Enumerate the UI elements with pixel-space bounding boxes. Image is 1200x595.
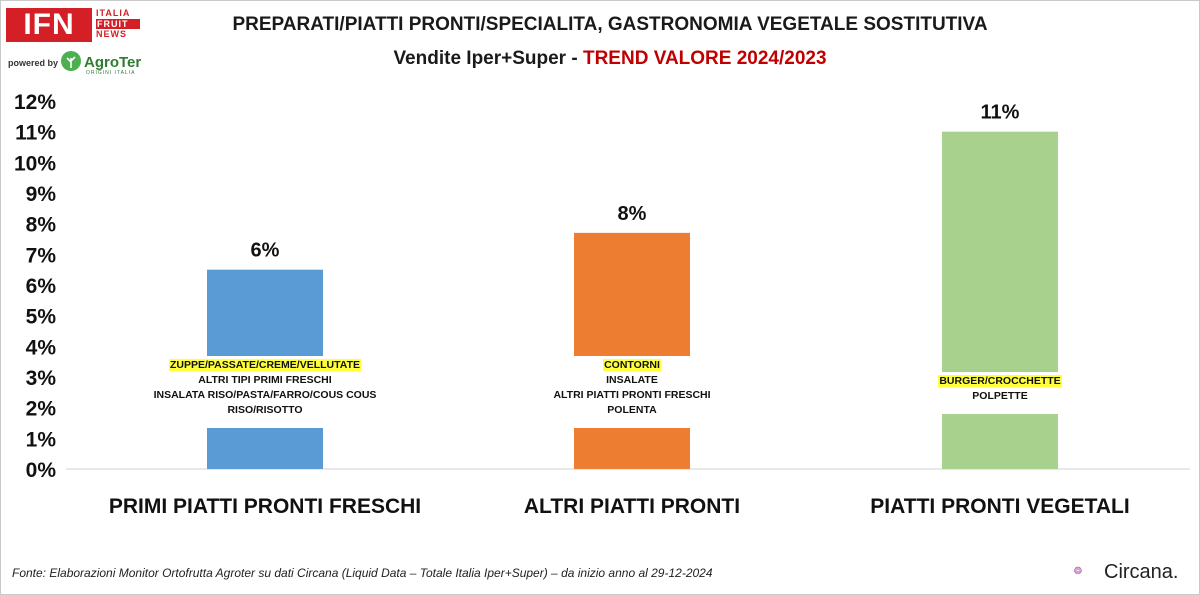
- powered-by-label: powered by: [8, 58, 59, 68]
- subtitle-prefix: Vendite Iper+Super -: [393, 48, 583, 69]
- y-tick-label: 3%: [25, 367, 56, 390]
- ifn-logo-fruit: FRUIT: [96, 19, 140, 30]
- y-tick-label: 11%: [15, 121, 56, 145]
- y-tick-label: 2%: [25, 397, 56, 421]
- data-label: 8%: [617, 202, 647, 225]
- bar-annotation: [542, 356, 722, 428]
- annotation-line: POLENTA: [607, 404, 657, 416]
- annotation-line: INSALATE: [606, 374, 658, 386]
- y-tick-label: 0%: [25, 459, 56, 482]
- circana-logo-icon: [1074, 556, 1104, 586]
- y-tick-label: 1%: [25, 428, 56, 452]
- y-tick-label: 6%: [25, 275, 56, 298]
- source-note: Fonte: Elaborazioni Monitor Ortofrutta Agroter su dati Circana (Liquid Data – Totale Italia Iper+Super) – da inizio anno al 29-12-2024: [12, 566, 713, 580]
- category-label: ALTRI PIATTI PRONTI: [523, 495, 741, 518]
- bar: [574, 233, 690, 469]
- annotation-line: POLPETTE: [972, 390, 1028, 402]
- annotation-highlight: ZUPPE/PASSATE/CREME/VELLUTATE: [170, 359, 360, 371]
- ifn-logo-italia: ITALIA: [96, 8, 131, 18]
- chart-title: PREPARATI/PIATTI PRONTI/SPECIALITA, GASTRONOMIA VEGETALE SOSTITUTIVA: [232, 14, 988, 35]
- agroter-tagline: ORIGINI ITALIA: [86, 70, 136, 76]
- category-label: PIATTI PRONTI VEGETALI: [870, 495, 1130, 518]
- bar-annotation: [925, 372, 1075, 414]
- y-tick-label: 5%: [25, 305, 56, 329]
- y-tick-label: 9%: [25, 183, 56, 206]
- y-tick-label: 4%: [25, 336, 56, 360]
- ifn-logo-news: NEWS: [96, 29, 127, 39]
- annotation-highlight: CONTORNI: [604, 359, 660, 371]
- bar-annotation: [147, 356, 383, 428]
- data-label: 6%: [250, 239, 280, 262]
- y-tick-label: 8%: [25, 213, 56, 237]
- annotation-line: ALTRI TIPI PRIMI FRESCHI: [198, 374, 332, 386]
- subtitle-accent: TREND VALORE 2024/2023: [582, 48, 827, 69]
- agroter-logo: AgroTer: [84, 54, 142, 71]
- circana-logo: Circana.: [1104, 561, 1179, 583]
- y-tick-label: 7%: [25, 244, 56, 268]
- annotation-line: ALTRI PIATTI PRONTI FRESCHI: [553, 389, 711, 401]
- annotation-highlight: BURGER/CROCCHETTE: [939, 375, 1061, 387]
- data-label: 11%: [980, 101, 1020, 124]
- annotation-line: INSALATA RISO/PASTA/FARRO/COUS COUS: [153, 389, 377, 401]
- annotation-line: RISO/RISOTTO: [227, 404, 303, 416]
- category-label: PRIMI PIATTI PRONTI FRESCHI: [108, 495, 422, 518]
- bar: [942, 132, 1058, 469]
- ifn-logo-mark: IFN: [6, 8, 92, 42]
- y-tick-label: 10%: [13, 152, 56, 176]
- y-tick-label: 12%: [13, 91, 56, 114]
